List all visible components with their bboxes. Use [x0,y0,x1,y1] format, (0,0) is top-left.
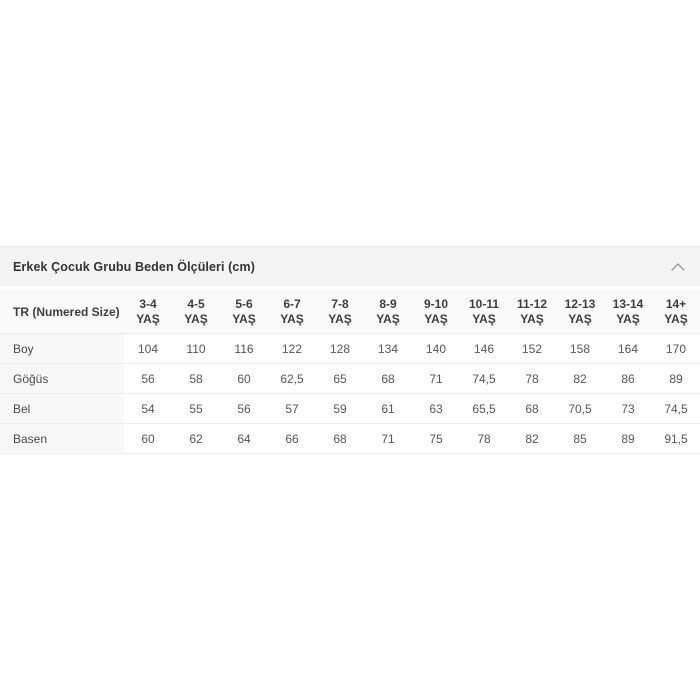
measurement-value: 61 [364,394,412,424]
size-table-container [0,290,700,454]
measurement-value: 78 [508,364,556,394]
measurement-value: 68 [508,394,556,424]
measurement-label: Basen [0,424,124,454]
chevron-up-icon [671,263,685,271]
measurement-value: 91,5 [652,424,700,454]
measurement-value: 65 [316,364,364,394]
measurement-value: 152 [508,334,556,364]
measurement-value: 170 [652,334,700,364]
measurement-value: 54 [124,394,172,424]
measurement-value: 116 [220,334,268,364]
measurement-value: 110 [172,334,220,364]
measurement-value: 65,5 [460,394,508,424]
size-table [0,290,700,454]
corner-header: TR (Numered Size) [0,290,124,334]
measurement-value: 71 [364,424,412,454]
size-column-header: 8-9 YAŞ [364,290,412,334]
measurement-value: 56 [220,394,268,424]
size-column-header: 5-6 YAŞ [220,290,268,334]
size-chart-panel [0,246,700,454]
measurement-label: Göğüs [0,364,124,394]
size-column-header: 14+ YAŞ [652,290,700,334]
size-column-header: 6-7 YAŞ [268,290,316,334]
measurement-value: 75 [412,424,460,454]
size-column-header: 13-14 YAŞ [604,290,652,334]
measurement-value: 73 [604,394,652,424]
measurement-value: 71 [412,364,460,394]
size-chart-accordion-header[interactable] [0,246,700,286]
measurement-value: 68 [364,364,412,394]
measurement-value: 158 [556,334,604,364]
measurement-label: Boy [0,334,124,364]
table-row-boy [0,334,700,364]
size-column-header: 9-10 YAŞ [412,290,460,334]
measurement-value: 60 [124,424,172,454]
table-row-bel [0,394,700,424]
measurement-value: 63 [412,394,460,424]
measurement-value: 68 [316,424,364,454]
size-table-header-row [0,290,700,334]
measurement-value: 128 [316,334,364,364]
measurement-value: 164 [604,334,652,364]
measurement-value: 59 [316,394,364,424]
measurement-value: 82 [556,364,604,394]
measurement-value: 56 [124,364,172,394]
measurement-value: 55 [172,394,220,424]
size-column-header: 4-5 YAŞ [172,290,220,334]
size-chart-title: Erkek Çocuk Grubu Beden Ölçüleri (cm) [13,259,255,274]
measurement-value: 64 [220,424,268,454]
measurement-value: 146 [460,334,508,364]
measurement-value: 62,5 [268,364,316,394]
measurement-value: 86 [604,364,652,394]
measurement-value: 89 [652,364,700,394]
measurement-value: 85 [556,424,604,454]
measurement-value: 74,5 [652,394,700,424]
measurement-value: 60 [220,364,268,394]
measurement-value: 57 [268,394,316,424]
measurement-value: 122 [268,334,316,364]
size-column-header: 11-12 YAŞ [508,290,556,334]
measurement-value: 74,5 [460,364,508,394]
measurement-value: 70,5 [556,394,604,424]
size-column-header: 12-13 YAŞ [556,290,604,334]
size-column-header: 10-11 YAŞ [460,290,508,334]
measurement-value: 104 [124,334,172,364]
size-column-header: 7-8 YAŞ [316,290,364,334]
measurement-value: 140 [412,334,460,364]
table-row-gogus [0,364,700,394]
size-column-header: 3-4 YAŞ [124,290,172,334]
measurement-label: Bel [0,394,124,424]
measurement-value: 58 [172,364,220,394]
measurement-value: 62 [172,424,220,454]
measurement-value: 78 [460,424,508,454]
measurement-value: 66 [268,424,316,454]
measurement-value: 89 [604,424,652,454]
measurement-value: 134 [364,334,412,364]
table-row-basen [0,424,700,454]
measurement-value: 82 [508,424,556,454]
